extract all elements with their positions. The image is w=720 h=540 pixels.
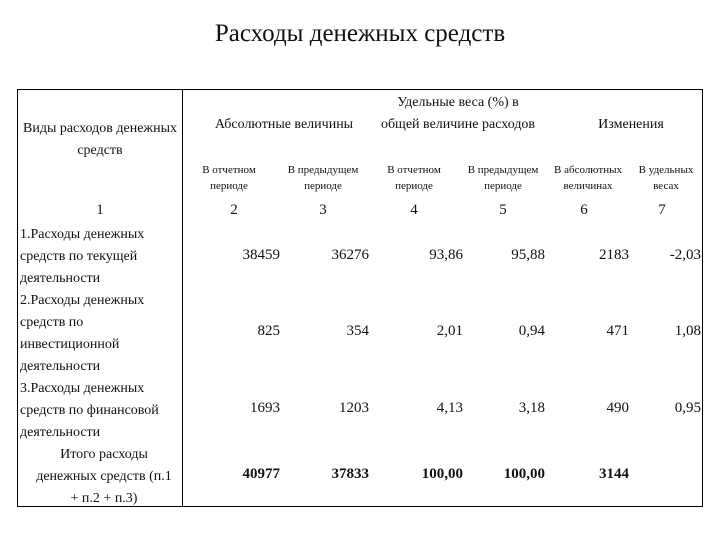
col-number-6: 6 xyxy=(580,202,588,218)
expenses-table xyxy=(17,89,703,507)
col-number-5: 5 xyxy=(499,202,507,218)
cell-r3-c7: 0,95 xyxy=(674,400,701,416)
sub-chg-share: В удельных весах xyxy=(638,164,694,192)
cell-total-c5: 100,00 xyxy=(503,466,545,482)
row-label-investing: 2.Расходы денежных средств по инвестиционной деятельности xyxy=(20,293,145,374)
cell-r1-c6: 2183 xyxy=(599,247,629,263)
cell-r3-c6: 490 xyxy=(606,400,629,416)
cell-r3-c3: 1203 xyxy=(339,400,369,416)
header-changes: Изменения xyxy=(598,117,664,132)
col-number-1: 1 xyxy=(96,202,104,218)
cell-r3-c4: 4,13 xyxy=(436,400,463,416)
header-absolute: Абсолютные величины xyxy=(214,117,354,132)
col-number-4: 4 xyxy=(410,202,418,218)
cell-r1-c2: 38459 xyxy=(242,247,280,263)
sub-chg-absolute: В абсолютных величинах xyxy=(554,164,622,192)
cell-r2-c2: 825 xyxy=(257,323,280,339)
header-share: Удельные веса (%) в общей величине расходов xyxy=(380,95,536,132)
cell-r2-c3: 354 xyxy=(346,323,369,339)
sub-abs-current: В отчетном периоде xyxy=(202,164,256,192)
cell-r2-c4: 2,01 xyxy=(436,323,463,339)
cell-r3-c5: 3,18 xyxy=(518,400,545,416)
cell-r2-c5: 0,94 xyxy=(518,323,545,339)
cell-total-c4: 100,00 xyxy=(421,466,463,482)
row-label-total: Итого расходы денежных средств (п.1 + п.2 + п.3) xyxy=(36,447,172,506)
sub-abs-previous: В предыдущем периоде xyxy=(287,164,359,192)
cell-r1-c3: 36276 xyxy=(331,247,369,263)
cell-r1-c5: 95,88 xyxy=(511,247,545,263)
row-label-operating: 1.Расходы денежных средств по текущей деятельности xyxy=(20,227,145,286)
col-number-2: 2 xyxy=(230,202,238,218)
col-number-3: 3 xyxy=(319,202,327,218)
cell-r1-c7: -2,03 xyxy=(669,247,701,263)
cell-r2-c7: 1,08 xyxy=(674,323,701,339)
cell-total-c2: 40977 xyxy=(242,466,280,482)
row-label-financing: 3.Расходы денежных средств по финансовой деятельности xyxy=(20,381,159,440)
sub-share-previous: В предыдущем периоде xyxy=(467,164,539,192)
cell-r1-c4: 93,86 xyxy=(429,247,463,263)
page-title: Расходы денежных средств xyxy=(214,20,506,47)
cell-total-c3: 37833 xyxy=(331,466,369,482)
cell-r3-c2: 1693 xyxy=(250,400,280,416)
cell-total-c6: 3144 xyxy=(599,466,629,482)
header-types: Виды расходов денежных средств xyxy=(22,121,177,158)
cell-r2-c6: 471 xyxy=(606,323,629,339)
sub-share-current: В отчетном периоде xyxy=(387,164,441,192)
col-number-7: 7 xyxy=(658,202,666,218)
